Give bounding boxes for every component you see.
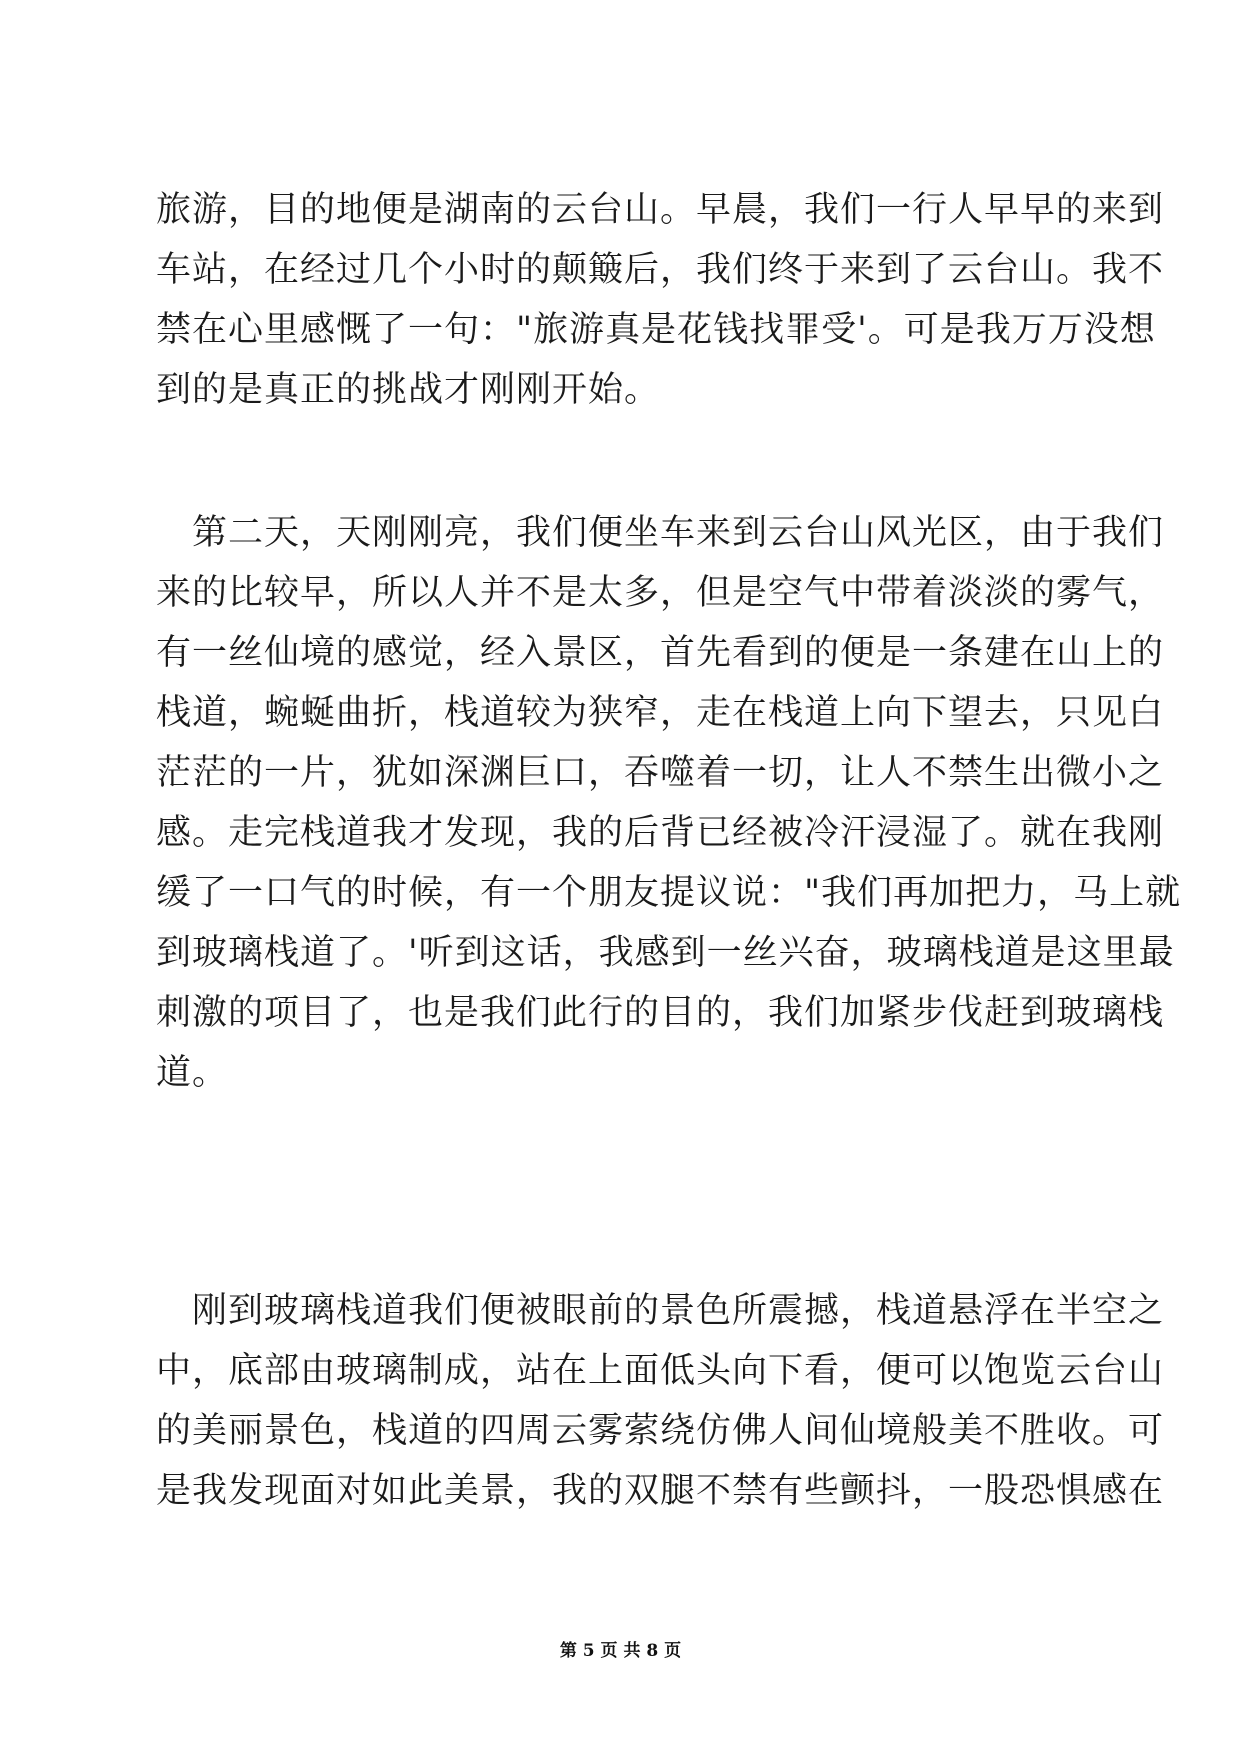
text-line: 的美丽景色，栈道的四周云雾萦绕仿佛人间仙境般美不胜收。可 <box>156 1411 1165 1451</box>
paragraph-3 <box>156 1281 1165 1521</box>
text-line: 道。 <box>156 1053 229 1093</box>
text-line: 来的比较早，所以人并不是太多，但是空气中带着淡淡的雾气， <box>156 573 1165 613</box>
text-line: 车站，在经过几个小时的颠簸后，我们终于来到了云台山。我不 <box>156 250 1165 290</box>
text-line: 旅游，目的地便是湖南的云台山。早晨，我们一行人早早的来到 <box>156 190 1165 230</box>
text-line: 茫茫的一片，犹如深渊巨口，吞噬着一切，让人不禁生出微小之 <box>156 753 1165 793</box>
text-line: 第二天，天刚刚亮，我们便坐车来到云台山风光区，由于我们 <box>156 513 1165 553</box>
text-line: 禁在心里感慨了一句："旅游真是花钱找罪受'。可是我万万没想 <box>156 310 1156 350</box>
text-line: 刚到玻璃栈道我们便被眼前的景色所震撼，栈道悬浮在半空之 <box>156 1291 1165 1331</box>
paragraph-1 <box>156 180 1165 420</box>
text-line: 到的是真正的挑战才刚刚开始。 <box>156 370 661 410</box>
text-line: 刺激的项目了，也是我们此行的目的，我们加紧步伐赶到玻璃栈 <box>156 993 1165 1033</box>
text-line: 到玻璃栈道了。'听到这话，我感到一丝兴奋，玻璃栈道是这里最 <box>156 933 1175 973</box>
text-line: 中，底部由玻璃制成，站在上面低头向下看，便可以饱览云台山 <box>156 1351 1165 1391</box>
text-line: 有一丝仙境的感觉，经入景区，首先看到的便是一条建在山上的 <box>156 633 1165 673</box>
text-line: 是我发现面对如此美景，我的双腿不禁有些颤抖，一股恐惧感在 <box>156 1471 1165 1511</box>
page-footer: 第 5 页 共 8 页 <box>559 1641 682 1661</box>
text-line: 感。走完栈道我才发现，我的后背已经被冷汗浸湿了。就在我刚 <box>156 813 1165 853</box>
paragraph-2 <box>156 503 1182 1103</box>
text-line: 缓了一口气的时候，有一个朋友提议说："我们再加把力，马上就 <box>156 873 1182 913</box>
text-line: 栈道，蜿蜒曲折，栈道较为狭窄，走在栈道上向下望去，只见白 <box>156 693 1165 733</box>
